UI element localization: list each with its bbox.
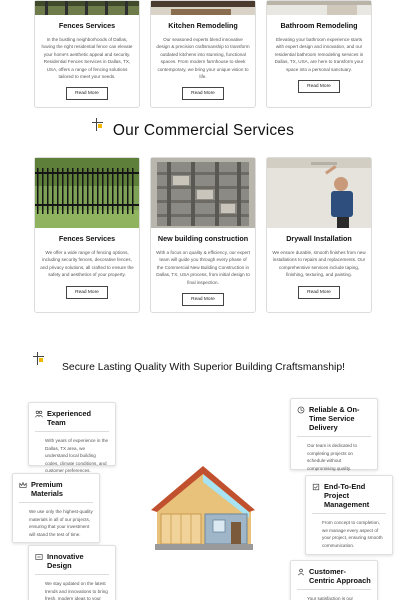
team-icon	[35, 410, 43, 418]
feature-description: We use only the highest-quality materials in all of our projects, ensuring that your investment will stand the test of time.	[29, 509, 93, 537]
feature-title: Reliable & On-Time Service Delivery	[309, 405, 360, 432]
feature-description: With years of experience in the Dallas, TX area, we understand local building codes, climate conditions, and customer preferences.	[45, 438, 109, 473]
service-title: Fences Services	[58, 234, 116, 243]
commercial-image-construction	[151, 158, 255, 228]
customer-icon	[297, 568, 305, 576]
feature-innovative-design	[28, 545, 116, 600]
service-description: We offer a wide range of fencing options, including security fences, decorative fences, and privacy solutions, all crafted to ensure the safety and aesthetics of your property.	[40, 250, 134, 278]
feature-description: We stay updated on the latest trends and innovations to bring fresh, modern ideas to your	[45, 581, 108, 600]
read-more-button[interactable]: Read More	[298, 286, 340, 299]
read-more-button[interactable]: Read More	[182, 87, 224, 100]
commercial-services-title: Our Commercial Services	[112, 122, 295, 139]
service-description: In the bustling neighborhoods of Dallas, having the right residential fence can elevate your home's aesthetic appeal and security. Residential Fences Services in Dallas, TX, USA, offers a range of fencing solutions tailored to meet your needs.	[41, 37, 133, 80]
feature-experienced-team	[28, 402, 116, 473]
service-description: Elevating your bathroom experience starts with expert design and innovation, and our residential bathroom remodeling services in Dallas, TX, USA, are here to transform your space into a personal sanctuary.	[274, 37, 364, 72]
feature-title: Innovative Design	[47, 552, 84, 570]
house-cutaway-illustration	[151, 458, 257, 554]
feature-title: End-To-End Project Management	[324, 482, 370, 509]
clock-icon	[297, 406, 305, 414]
service-card-bathroom	[266, 0, 372, 108]
feature-reliable-service	[290, 398, 378, 470]
feature-title: Experienced Team	[47, 409, 91, 427]
feature-description: Your satisfaction is our	[307, 596, 354, 600]
residential-services-row	[34, 0, 373, 108]
read-more-button[interactable]: Read More	[66, 87, 108, 100]
feature-project-management	[305, 475, 393, 555]
service-card-fences	[34, 0, 140, 108]
quality-section-title: Secure Lasting Quality With Superior Building Craftsmanship!	[62, 362, 345, 373]
project-icon	[312, 483, 320, 491]
service-description: We ensure durable, smooth finishes from new installations to repairs and replacements. Our comprehensive services include taping, finishing, texturing, and painting.	[272, 250, 366, 278]
service-image-kitchen	[151, 1, 255, 15]
service-description: With a focus on quality & efficiency, our expert team will guide you through every phase of the Commercial New Building Construction in Dallas, TX, USA process, from initial design to final inspection.	[156, 250, 250, 285]
feature-description: From concept to completion, we manage every aspect of your project, ensuring smooth communication.	[322, 520, 383, 548]
feature-customer-centric	[290, 560, 378, 600]
service-image-fences	[35, 1, 139, 15]
crown-icon	[19, 481, 27, 489]
commercial-image-drywall	[267, 158, 371, 228]
feature-premium-materials	[12, 473, 100, 543]
service-title: Kitchen Remodeling	[168, 21, 238, 30]
feature-title: Customer-Centric Approach	[309, 567, 371, 585]
service-image-bathroom	[267, 1, 371, 15]
service-title: New building construction	[157, 234, 249, 243]
design-icon	[35, 553, 43, 561]
read-more-button[interactable]: Read More	[66, 286, 108, 299]
service-title: Drywall Installation	[286, 234, 352, 243]
commercial-services-row	[34, 157, 373, 313]
commercial-card-drywall	[266, 157, 372, 313]
feature-title: Premium Materials	[31, 480, 64, 498]
service-title: Fences Services	[58, 21, 116, 30]
commercial-card-fences	[34, 157, 140, 313]
feature-description: Our team is dedicated to completing projects on schedule without compromising quality.	[307, 443, 358, 471]
service-title: Bathroom Remodeling	[280, 21, 358, 30]
commercial-card-construction	[150, 157, 256, 313]
read-more-button[interactable]: Read More	[298, 80, 340, 93]
service-description: Our seasoned experts blend innovative design & precision craftsmanship to transform outdated kitchens into stunning, functional spaces. From modern farmhouse to sleek contemporary, we bring your unique vision to life.	[156, 37, 250, 80]
read-more-button[interactable]: Read More	[182, 293, 224, 306]
service-card-kitchen	[150, 0, 256, 108]
commercial-image-fence	[35, 158, 139, 228]
